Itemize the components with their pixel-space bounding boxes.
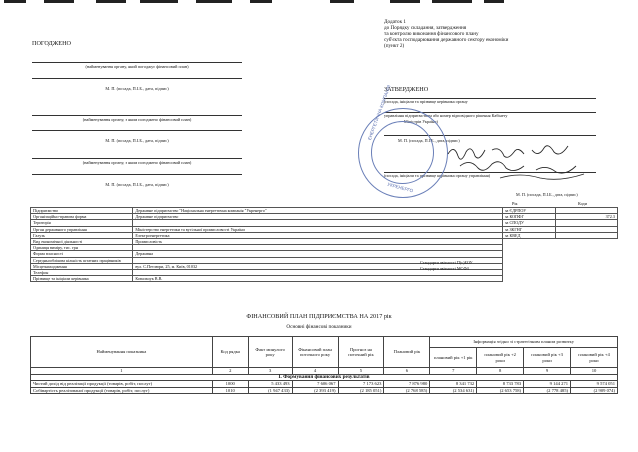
approved-caption: (посада, ініціали та прізвище керівника органу — [384, 99, 468, 104]
scan-artifact — [44, 0, 74, 3]
enterprise-info-table — [30, 207, 618, 282]
info-row — [31, 276, 618, 282]
column-number: 7 — [430, 368, 477, 375]
approved-title: ЗАТВЕРДЖЕНО — [384, 86, 429, 93]
annex-line: суб'єкта господарювання державного сектору економіки — [384, 37, 509, 43]
row-value: (1 947 433) — [248, 387, 292, 394]
info-label: Територія — [31, 220, 133, 226]
approved-caption: М. П. (посада, П.І.Б., дата, підпис) — [398, 138, 460, 143]
info-code-label: за СПОДУ — [502, 220, 555, 226]
standards-label: Стандарти звітності МСФЗ — [420, 266, 469, 271]
info-value: Державне підприємство — [133, 214, 503, 220]
row-value: 7 173 623 — [338, 381, 384, 388]
col-header-year-plus-3: плановий рік +3 роки — [524, 348, 571, 368]
info-code-label: за КОПФГ — [502, 214, 555, 220]
info-header-codes: Коди — [578, 201, 587, 206]
row-value: (2 909 074) — [571, 387, 618, 394]
signature-line — [32, 115, 242, 116]
annex-line: (пункт 2) — [384, 43, 405, 49]
info-value: Міністерство енергетики та вугільної промисловості України — [133, 226, 503, 232]
signature-line — [32, 158, 242, 159]
agreed-title: ПОГОДЖЕНО — [32, 40, 72, 47]
row-value: (2 768 585) — [384, 387, 430, 394]
row-value: (2 393 419) — [292, 387, 338, 394]
table-row — [31, 387, 618, 394]
row-value: 8 733 783 — [477, 381, 524, 388]
column-number: 8 — [477, 368, 524, 375]
info-value: Державна — [133, 251, 503, 257]
row-value: 7 876 980 — [384, 381, 430, 388]
scan-artifact — [432, 0, 472, 3]
scan-artifact — [390, 0, 420, 3]
info-code-label — [502, 276, 555, 282]
agreed-caption: М. П. (посада, П.І.Б., дата, підпис) — [105, 182, 169, 187]
stamp-inner-ring — [371, 121, 434, 184]
standards-label: Стандарти звітності П(с)БОУ — [420, 260, 473, 265]
col-header-plan-year: Плановий рік — [384, 337, 430, 368]
column-number: 1 — [31, 368, 213, 375]
row-code: 1000 — [212, 381, 248, 388]
info-label: Організаційно-правова форма — [31, 214, 133, 220]
scan-artifact — [196, 0, 232, 3]
column-number: 5 — [338, 368, 384, 375]
col-header-forecast: Прогноз на поточний рік — [338, 337, 384, 368]
annex-line: та контролю виконання фінансового плану — [384, 31, 479, 37]
approved-caption: М. П. (посада, П.І.Б., дата, підпис) — [516, 192, 578, 197]
row-name: Собівартість реалізованої продукції (товарів, робіт, послуг) — [31, 387, 213, 394]
section-header: І. Формування фінансових результатів — [31, 374, 618, 381]
agreed-caption: М. П. (посада, П.І.Б., дата, підпис) — [105, 86, 169, 91]
col-header-year-plus-1: плановий рік +1 рік — [430, 348, 477, 368]
scan-artifact — [484, 0, 504, 3]
info-label: Орган державного управління — [31, 226, 133, 232]
annex-block — [384, 19, 508, 49]
col-header-strategic-group: Інформація згідно зі стратегічним планом розвитку — [430, 337, 618, 348]
row-value: 8 341 732 — [430, 381, 477, 388]
stamp-text: УКРЕНЕРГО — [386, 181, 414, 194]
row-value: (2 534 631) — [430, 387, 477, 394]
approved-caption: (посада, ініціали та прізвище керівника органу управління) — [384, 173, 491, 178]
info-label: Підприємство — [31, 208, 133, 214]
info-code: 372.3 — [556, 214, 618, 220]
scan-artifact — [4, 0, 26, 3]
row-name: Чистий дохід від реалізації продукції (товарів, робіт, послуг) — [31, 381, 213, 388]
agreed-caption: М. П. (посада, П.І.Б., дата, підпис) — [105, 138, 169, 143]
info-label: Середньооблікова кількість штатних працівників — [31, 257, 133, 263]
agreed-caption: (найменування органу, з яким погоджено фінансовий план) — [82, 117, 192, 122]
column-number: 4 — [292, 368, 338, 375]
col-header-year-plus-2: плановий рік +2 роки — [477, 348, 524, 368]
info-label: Прізвище та ініціали керівника — [31, 276, 133, 282]
info-code-label: за ЄДРПОУ — [502, 208, 555, 214]
column-number: 2 — [212, 368, 248, 375]
info-label: Одиниця виміру, тис. грн — [31, 245, 133, 251]
plan-title: ФІНАНСОВИЙ ПЛАН ПІДПРИЄМСТВА НА 2017 рік — [246, 313, 392, 320]
col-header-year-plus-4: плановий рік +4 роки — [571, 348, 618, 368]
signature-line — [32, 78, 242, 79]
info-header-years: Рік — [512, 201, 518, 206]
col-header-fact: Факт минулого року — [248, 337, 292, 368]
handwritten-signature — [440, 140, 620, 190]
signature-line — [32, 130, 242, 131]
approved-caption: Міністрів України) — [404, 119, 438, 124]
agreed-caption: (найменування органу, який погоджує фінансовий план) — [85, 64, 189, 69]
info-value: Ковальчук В.В. — [133, 276, 503, 282]
row-value: 7 606 067 — [292, 381, 338, 388]
info-label: Форма власності — [31, 251, 133, 257]
column-number: 3 — [248, 368, 292, 375]
row-value: 9 144 271 — [524, 381, 571, 388]
info-label: Вид економічної діяльності — [31, 238, 133, 244]
info-label: Галузь — [31, 232, 133, 238]
scan-artifact — [96, 0, 126, 3]
info-code — [556, 276, 618, 282]
row-value: 5 433 493 — [248, 381, 292, 388]
signature-line — [32, 174, 242, 175]
row-value: 9 574 051 — [571, 381, 618, 388]
annex-line: Додаток 1 — [384, 19, 406, 25]
approved-caption: управління підприємством або номер відповідного рішення Кабінету — [384, 113, 508, 118]
row-value: (2 778 485) — [524, 387, 571, 394]
info-value: вул. С.Петлюри, 25, м. Київ, 01032 — [133, 263, 503, 269]
scan-artifact — [140, 0, 178, 3]
info-value: Промисловість — [133, 238, 503, 244]
scan-artifact — [250, 0, 272, 3]
column-number: 9 — [524, 368, 571, 375]
row-value: (2 653 758) — [477, 387, 524, 394]
info-value: Державне підприємство "Національна енергетична компанія "Укренерго" — [133, 208, 503, 214]
info-code-label: за КВЕД — [502, 232, 555, 238]
col-header-code: Код рядка — [212, 337, 248, 368]
info-label: Телефон — [31, 269, 133, 275]
col-header-name: Найменування показника — [31, 337, 213, 368]
column-number: 6 — [384, 368, 430, 375]
info-code-label: за ЗКГНГ — [502, 226, 555, 232]
annex-line: до Порядку складання, затвердження — [384, 25, 467, 31]
info-value: Електроенергетика — [133, 232, 503, 238]
column-number: 10 — [571, 368, 618, 375]
col-header-plan-current: Фінансовий план поточного року — [292, 337, 338, 368]
info-label: Місцезнаходження — [31, 263, 133, 269]
financial-plan-table — [30, 336, 618, 394]
plan-subtitle: Основні фінансові показники — [286, 324, 352, 330]
row-code: 1010 — [212, 387, 248, 394]
row-value: (2 185 051) — [338, 387, 384, 394]
scan-artifact — [330, 0, 354, 3]
signature-line — [32, 62, 242, 63]
stamp-text: ЕНЕРГЕТИЧНА КОМПАНІЯ — [367, 84, 392, 141]
agreed-caption: (найменування органу, з яким погоджено фінансовий план) — [82, 160, 192, 165]
